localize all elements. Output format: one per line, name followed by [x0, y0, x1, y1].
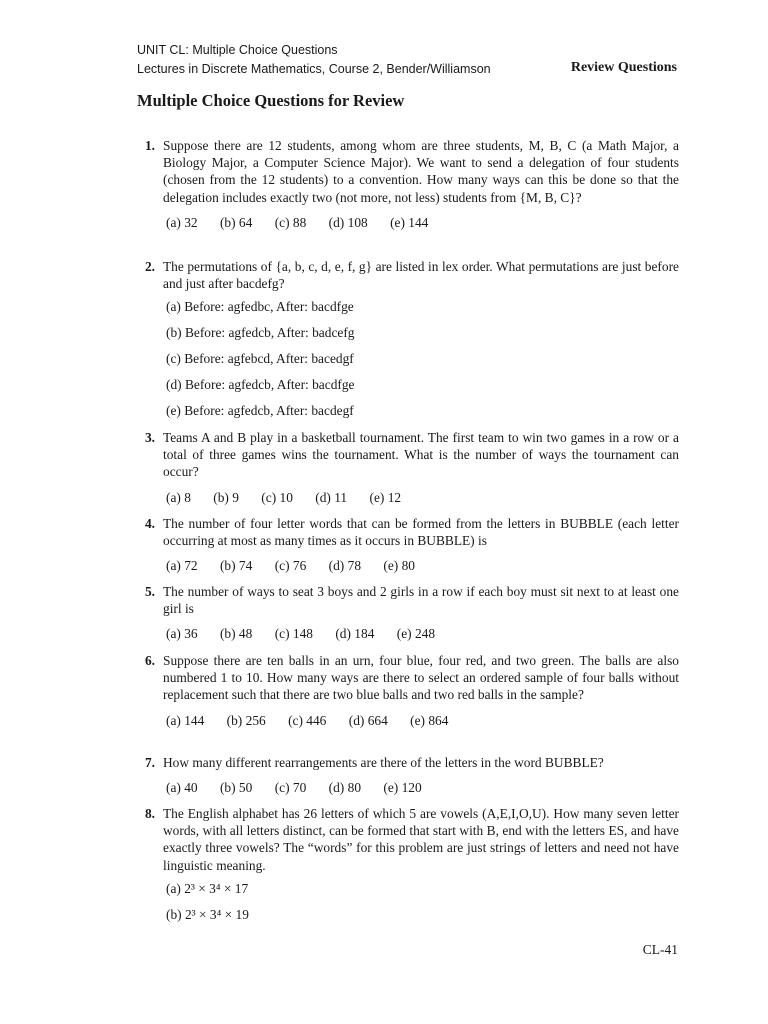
choice-b: (b) 74: [219, 558, 253, 574]
choice-d: (d) 11: [315, 489, 348, 505]
question-number: 7.: [144, 755, 155, 770]
choice-a: (a) 144: [166, 712, 205, 728]
question-8: [137, 805, 679, 932]
choice-d: (d) 78: [328, 558, 362, 574]
choice-e: (e) 120: [383, 780, 422, 796]
question-6: [137, 652, 679, 729]
choice-a: (a) 8: [166, 489, 191, 505]
answer-choices: [166, 557, 679, 574]
question-3: [137, 429, 679, 506]
question-5: [137, 583, 679, 643]
choice-c: (c) 10: [261, 489, 293, 505]
choice-a: (a) 2³ × 3⁴ × 17: [166, 880, 249, 896]
question-text: The permutations of {a, b, c, d, e, f, g} are listed in lex order. What permutations are just before and just after bacdefg?: [163, 259, 679, 292]
choice-d: (d) 664: [348, 712, 388, 728]
choice-c: (c) 446: [288, 712, 327, 728]
running-header-section: Review Questions: [570, 60, 677, 75]
question-text: Teams A and B play in a basketball tournament. The first team to win two games in a row or a total of three games wins the tournament. What is the number of ways the tournament can occur?: [163, 430, 679, 480]
answer-choices: [166, 712, 679, 729]
choice-e: (e) 80: [383, 558, 415, 574]
choice-a: (a) Before: agfedbc, After: bacdfge: [166, 299, 354, 315]
choice-a: (a) 32: [166, 214, 198, 230]
choice-c: (c) Before: agfebcd, After: bacedgf: [166, 351, 354, 367]
section-title: Multiple Choice Questions for Review: [137, 91, 405, 110]
answer-choices: [166, 214, 679, 231]
question-text: Suppose there are 12 students, among whom are three students, M, B, C (a Math Major, a Biology Major, a Computer Science Major). We want to send a delegation of four students (chosen from the 12 students) to a convention. How many ways can this be done so that the delegation includes exactly two (not more, not less) students from {M, B, C}?: [163, 138, 679, 205]
choice-e: (e) 248: [396, 626, 436, 642]
running-header-unit: UNIT CL: Multiple Choice Questions: [137, 43, 338, 57]
choice-b: (b) 256: [226, 712, 266, 728]
question-number: 5.: [144, 584, 155, 599]
answer-choices: [166, 489, 679, 506]
question-text: The number of ways to seat 3 boys and 2 girls in a row if each boy must sit next to at least one girl is: [163, 584, 679, 617]
choice-c: (c) 88: [274, 214, 307, 230]
question-number: 6.: [144, 653, 155, 668]
question-text: How many different rearrangements are there of the letters in the word BUBBLE?: [163, 755, 604, 770]
choice-d: (d) 80: [328, 780, 362, 796]
choice-b: (b) Before: agfedcb, After: badcefg: [166, 325, 355, 341]
question-1: [137, 137, 679, 231]
choice-e: (e) Before: agfedcb, After: bacdegf: [166, 403, 354, 419]
question-number: 8.: [144, 806, 155, 821]
choice-e: (e) 864: [410, 712, 449, 728]
answer-choices: [166, 779, 679, 796]
choice-e: (e) 144: [390, 214, 429, 230]
question-text: The number of four letter words that can be formed from the letters in BUBBLE (each letter occurring at most as many times as it occurs in BUBBLE) is: [163, 516, 679, 549]
question-number: 2.: [144, 259, 155, 274]
question-2: [137, 258, 679, 428]
question-text: The English alphabet has 26 letters of which 5 are vowels (A,E,I,O,U). How many seven letter words, with all letters distinct, can be formed that start with B, end with the letters ES, and have exactly three vowels? The “words” for this problem are just strings of letters and need not have linguistic meaning.: [163, 806, 679, 873]
choice-b: (b) 2³ × 3⁴ × 19: [166, 906, 249, 922]
question-number: 3.: [144, 430, 155, 445]
choice-a: (a) 40: [166, 780, 198, 796]
question-number: 1.: [144, 138, 155, 153]
choice-c: (c) 76: [274, 558, 307, 574]
choice-c: (c) 70: [274, 780, 307, 796]
answer-choices: [166, 625, 679, 642]
choice-d: (d) 184: [335, 626, 375, 642]
answer-choices: [137, 880, 679, 932]
choice-d: (d) Before: agfedcb, After: bacdfge: [166, 377, 355, 393]
choice-d: (d) 108: [328, 214, 368, 230]
question-number: 4.: [144, 516, 155, 531]
question-7: [137, 754, 679, 796]
choice-b: (b) 50: [219, 780, 253, 796]
choice-b: (b) 9: [213, 489, 239, 505]
question-4: [137, 515, 679, 575]
choice-b: (b) 64: [219, 214, 253, 230]
running-header-course: Lectures in Discrete Mathematics, Course 2, Bender/Williamson: [137, 62, 491, 76]
choice-a: (a) 36: [166, 626, 198, 642]
choice-a: (a) 72: [166, 558, 198, 574]
choice-b: (b) 48: [219, 626, 253, 642]
page-number: CL-41: [642, 942, 678, 957]
answer-choices: [137, 298, 679, 428]
choice-c: (c) 148: [274, 626, 313, 642]
choice-e: (e) 12: [369, 489, 402, 505]
question-text: Suppose there are ten balls in an urn, four blue, four red, and two green. The balls are also numbered 1 to 10. How many ways are there to select an ordered sample of four balls without replacement such that there are two blue balls and two red balls in the sample?: [163, 653, 679, 703]
